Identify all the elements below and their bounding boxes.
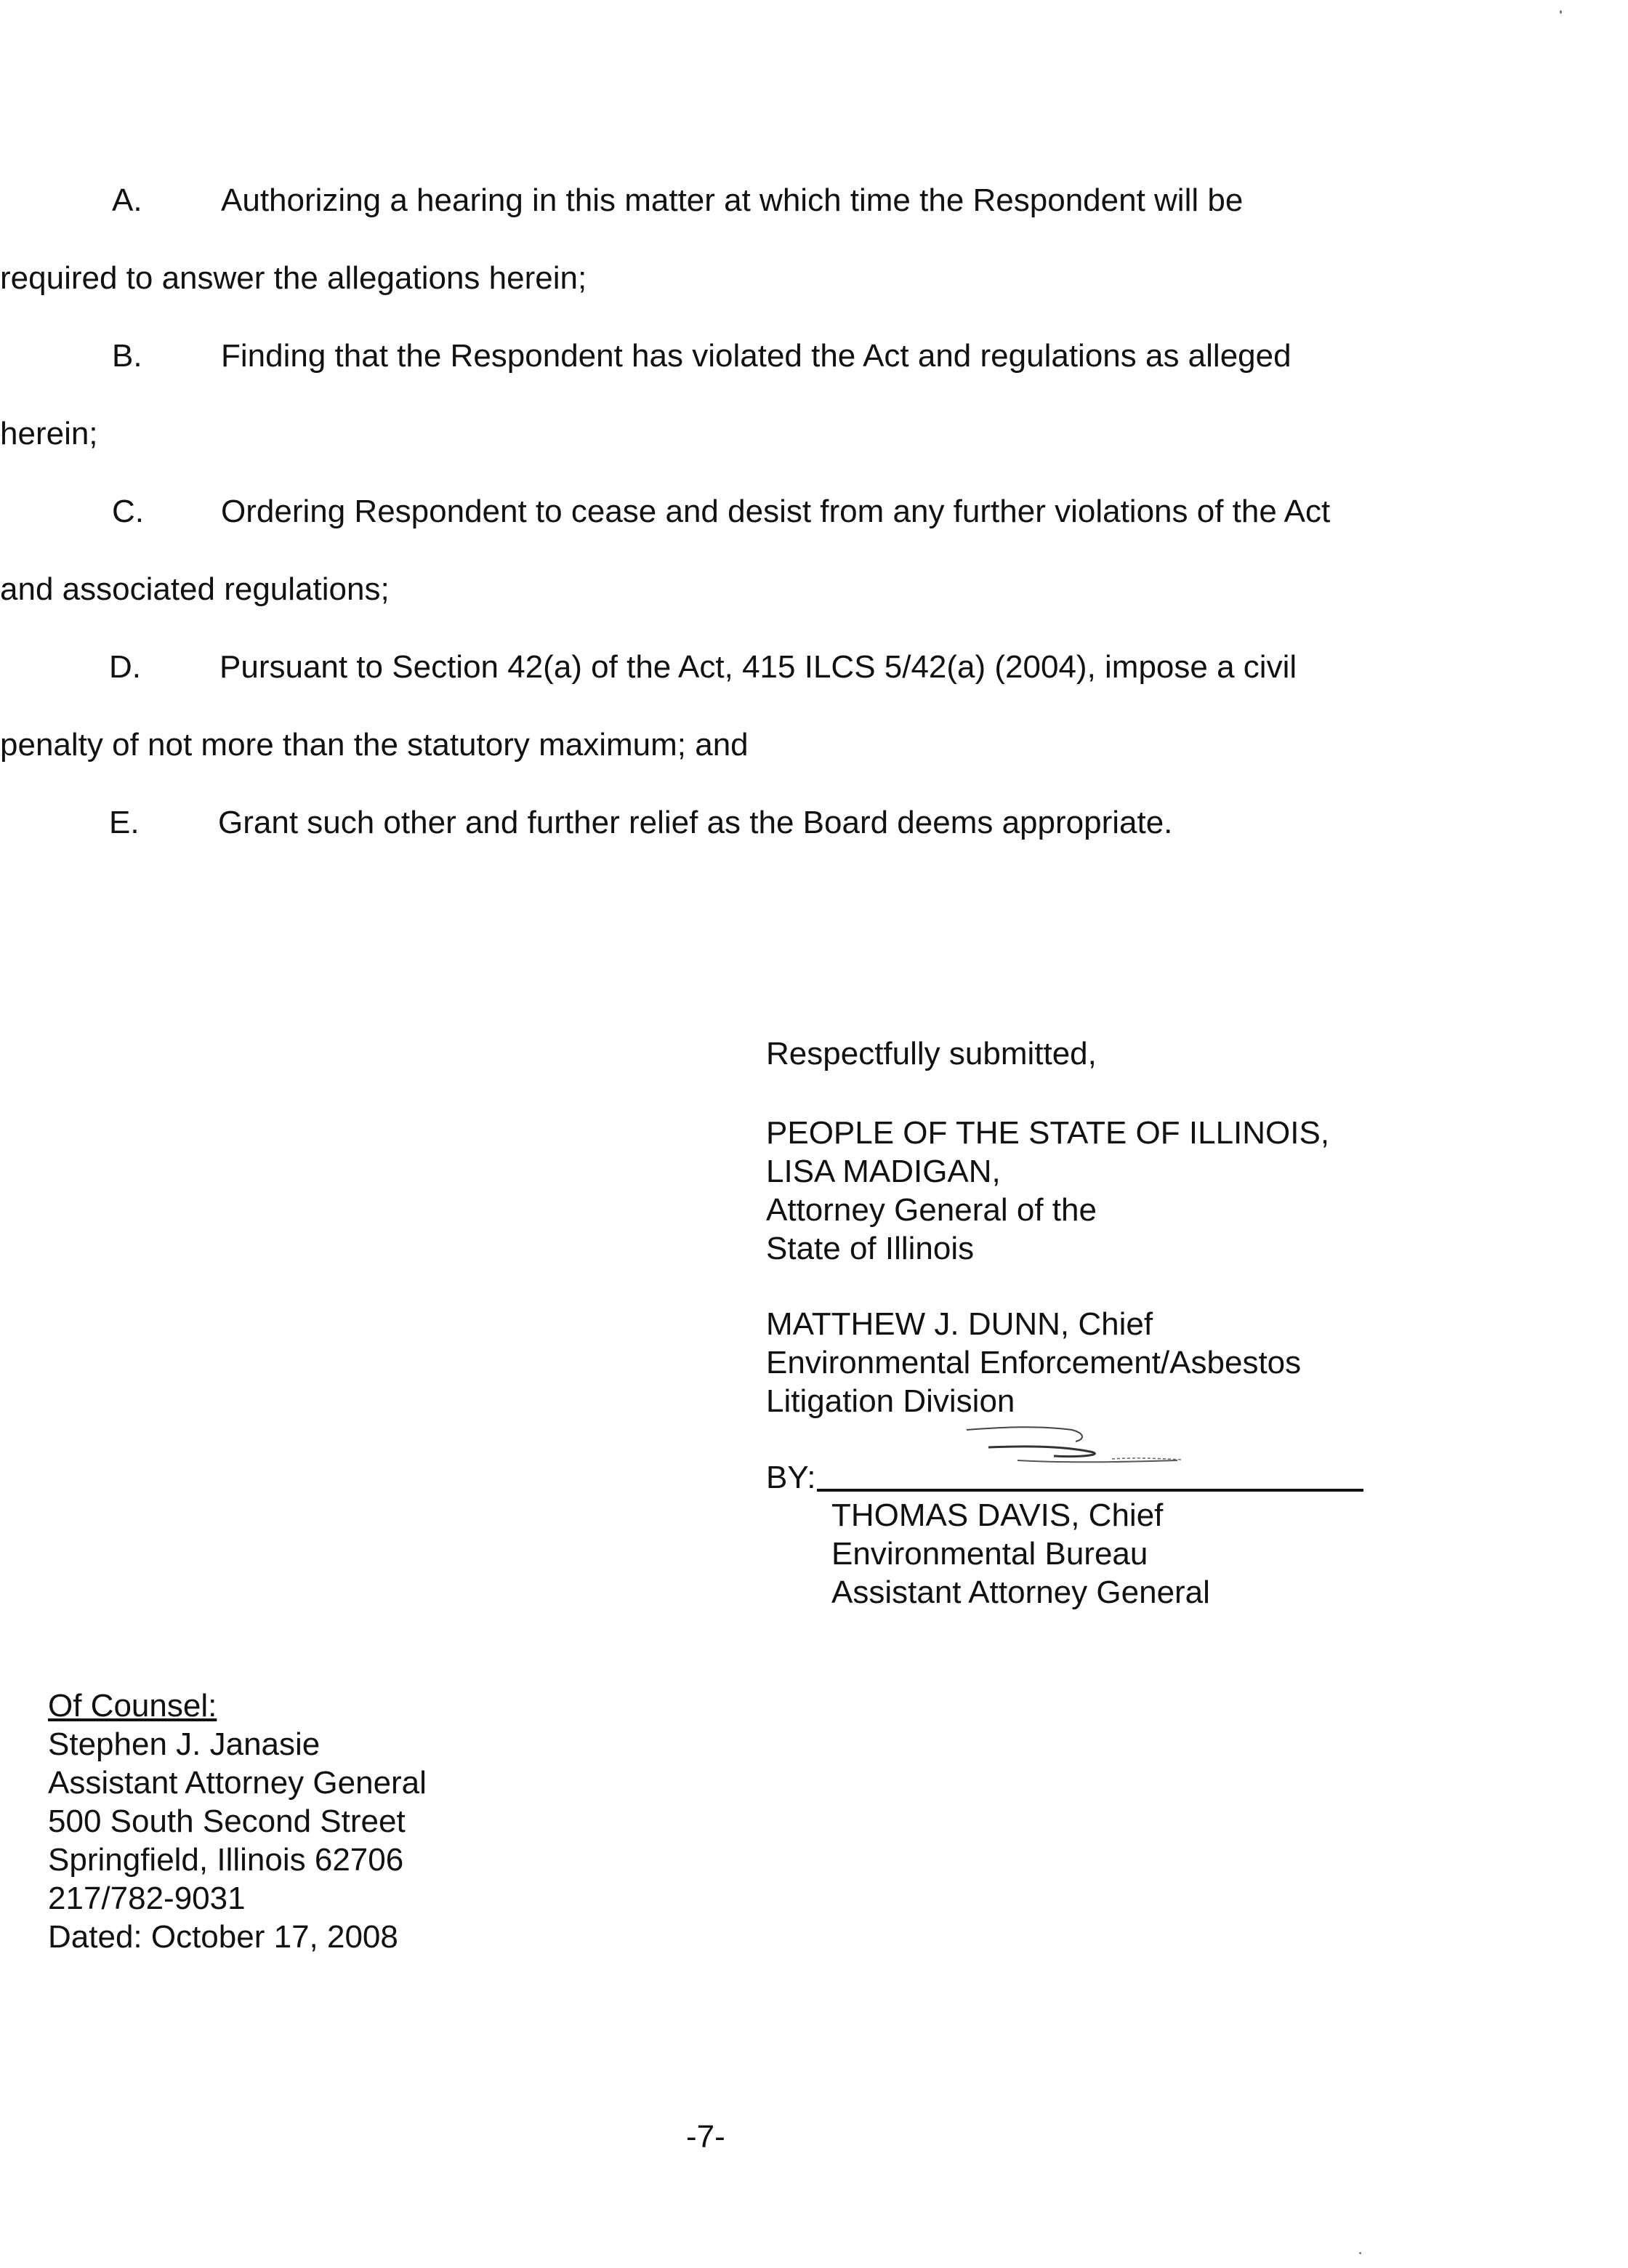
signature-mark (938, 1414, 1228, 1487)
signer-line: THOMAS DAVIS, Chief (831, 1497, 1164, 1533)
chief-block (766, 1305, 1301, 1420)
item-b-marker: B. (112, 338, 142, 374)
closing-salutation: Respectfully submitted, (766, 1036, 1097, 1071)
by-label: BY: (766, 1460, 816, 1495)
party-block (766, 1114, 1329, 1268)
party-line: PEOPLE OF THE STATE OF ILLINOIS, (766, 1115, 1330, 1151)
item-b-continuation: herein; (0, 416, 98, 451)
signer-line: Assistant Attorney General (831, 1575, 1210, 1610)
item-e-marker: E. (109, 805, 140, 840)
party-line: LISA MADIGAN, (766, 1154, 1001, 1189)
chief-line: Environmental Enforcement/Asbestos (766, 1345, 1302, 1380)
signature-line (817, 1489, 1363, 1492)
counsel-heading: Of Counsel: (48, 1688, 217, 1724)
page-number: -7- (686, 2119, 725, 2155)
counsel-line: 500 South Second Street (48, 1803, 406, 1839)
item-a-marker: A. (112, 182, 142, 218)
counsel-line: Stephen J. Janasie (48, 1726, 321, 1762)
signer-line: Environmental Bureau (831, 1536, 1148, 1572)
item-c-text: Ordering Respondent to cease and desist from any further violations of the Act (221, 494, 1331, 529)
scan-speck (1359, 2252, 1361, 2254)
signer-block (831, 1496, 1210, 1612)
party-line: Attorney General of the (766, 1192, 1097, 1228)
item-a-continuation: required to answer the allegations herein; (0, 260, 587, 296)
chief-line: Litigation Division (766, 1383, 1015, 1419)
item-e-text: Grant such other and further relief as the Board deems appropriate. (218, 805, 1173, 840)
party-line: State of Illinois (766, 1231, 975, 1266)
chief-line: MATTHEW J. DUNN, Chief (766, 1306, 1153, 1342)
item-d-text: Pursuant to Section 42(a) of the Act, 415 ILCS 5/42(a) (2004), impose a civil (219, 649, 1297, 685)
counsel-block (48, 1686, 427, 1956)
item-b-text: Finding that the Respondent has violated the Act and regulations as alleged (221, 338, 1291, 374)
item-a-text: Authorizing a hearing in this matter at which time the Respondent will be (221, 182, 1244, 218)
item-d-marker: D. (109, 649, 141, 685)
item-c-continuation: and associated regulations; (0, 571, 390, 607)
counsel-line: 217/782-9031 (48, 1881, 246, 1916)
counsel-line: Dated: October 17, 2008 (48, 1919, 398, 1955)
item-c-marker: C. (112, 494, 144, 529)
counsel-line: Assistant Attorney General (48, 1765, 427, 1801)
item-d-continuation: penalty of not more than the statutory maximum; and (0, 727, 749, 763)
counsel-line: Springfield, Illinois 62706 (48, 1842, 404, 1878)
scan-speck (1560, 10, 1562, 14)
